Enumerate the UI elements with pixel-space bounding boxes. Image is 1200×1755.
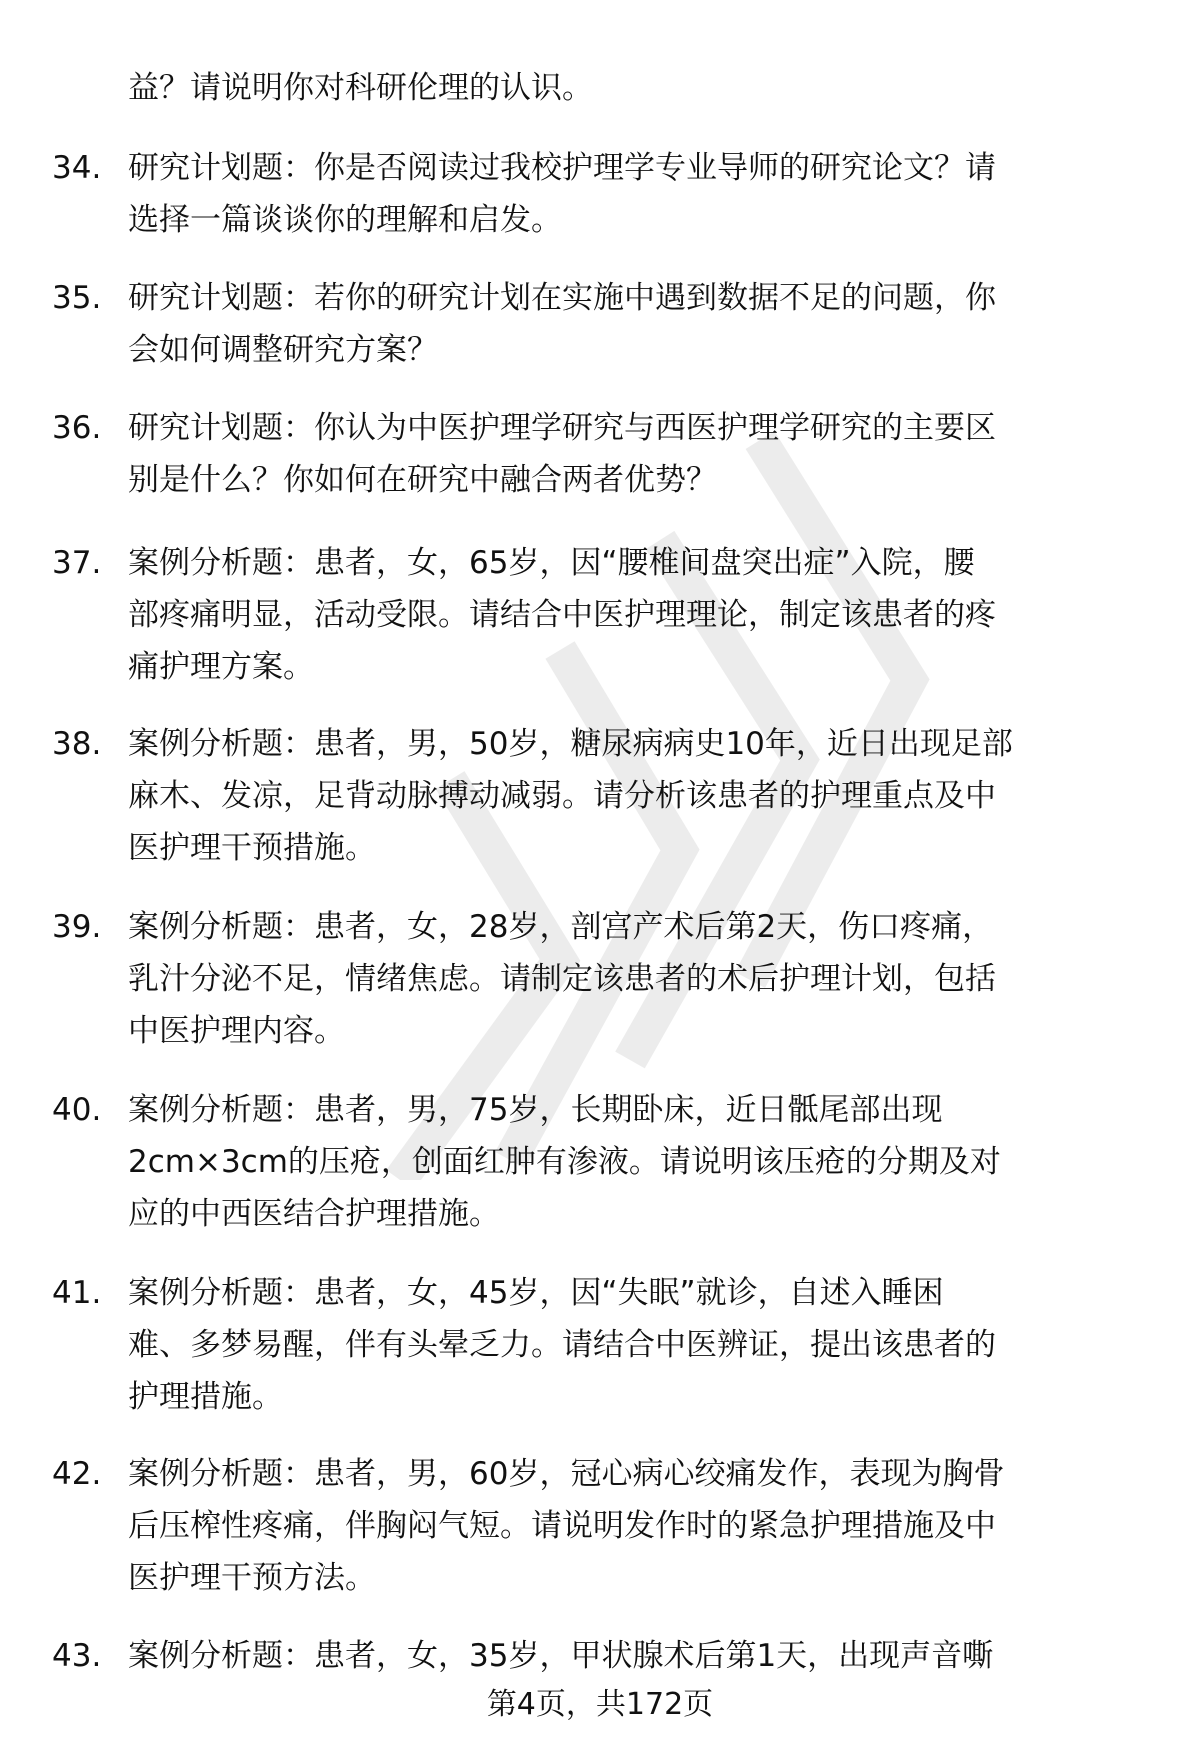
- question-number: 38.: [52, 726, 102, 762]
- page-footer: 第4页，共172页: [486, 1687, 714, 1722]
- question-number: 41.: [52, 1275, 102, 1311]
- question-text: 研究计划题：你是否阅读过我校护理学专业导师的研究论文？请 选择一篇谈谈你的理解和启发。: [128, 150, 996, 238]
- question-text: 研究计划题：你认为中医护理学研究与西医护理学研究的主要区 别是什么？你如何在研究中融合两者优势？: [128, 410, 996, 498]
- question-text: 案例分析题：患者，女，28岁，剖宫产术后第2天，伤口疼痛， 乳汁分泌不足，情绪焦虑。请制定该患者的术后护理计划，包括 中医护理内容。: [128, 909, 996, 1049]
- question-number: 39.: [52, 909, 102, 945]
- question-text: 研究计划题：若你的研究计划在实施中遇到数据不足的问题，你 会如何调整研究方案？: [128, 280, 996, 368]
- question-text: 案例分析题：患者，女，35岁，甲状腺术后第1天，出现声音嘶: [128, 1638, 994, 1674]
- question-text: 案例分析题：患者，男，75岁，长期卧床，近日骶尾部出现 2cm×3cm的压疮，创面红肿有渗液。请说明该压疮的分期及对 应的中西医结合护理措施。: [128, 1092, 1001, 1232]
- question-number: 35.: [52, 280, 102, 316]
- question-text: 案例分析题：患者，女，45岁，因“失眠”就诊，自述入睡困 难、多梦易醒，伴有头晕乏力。请结合中医辨证，提出该患者的 护理措施。: [128, 1275, 996, 1415]
- question-number: 42.: [52, 1456, 102, 1492]
- question-number: 34.: [52, 150, 102, 186]
- question-text: 案例分析题：患者，男，60岁，冠心病心绞痛发作，表现为胸骨 后压榨性疼痛，伴胸闷气短。请说明发作时的紧急护理措施及中 医护理干预方法。: [128, 1456, 1005, 1596]
- question-text: 案例分析题：患者，男，50岁，糖尿病病史10年，近日出现足部 麻木、发凉，足背动脉搏动减弱。请分析该患者的护理重点及中 医护理干预措施。: [128, 726, 1013, 866]
- question-number: 36.: [52, 410, 102, 446]
- question-number: 37.: [52, 545, 102, 581]
- question-number: 43.: [52, 1638, 102, 1674]
- question-text: 案例分析题：患者，女，65岁，因“腰椎间盘突出症”入院，腰 部疼痛明显，活动受限。请结合中医护理理论，制定该患者的疼 痛护理方案。: [128, 545, 996, 685]
- question-number: 40.: [52, 1092, 102, 1128]
- continued-question-text: 益？请说明你对科研伦理的认识。: [128, 70, 593, 106]
